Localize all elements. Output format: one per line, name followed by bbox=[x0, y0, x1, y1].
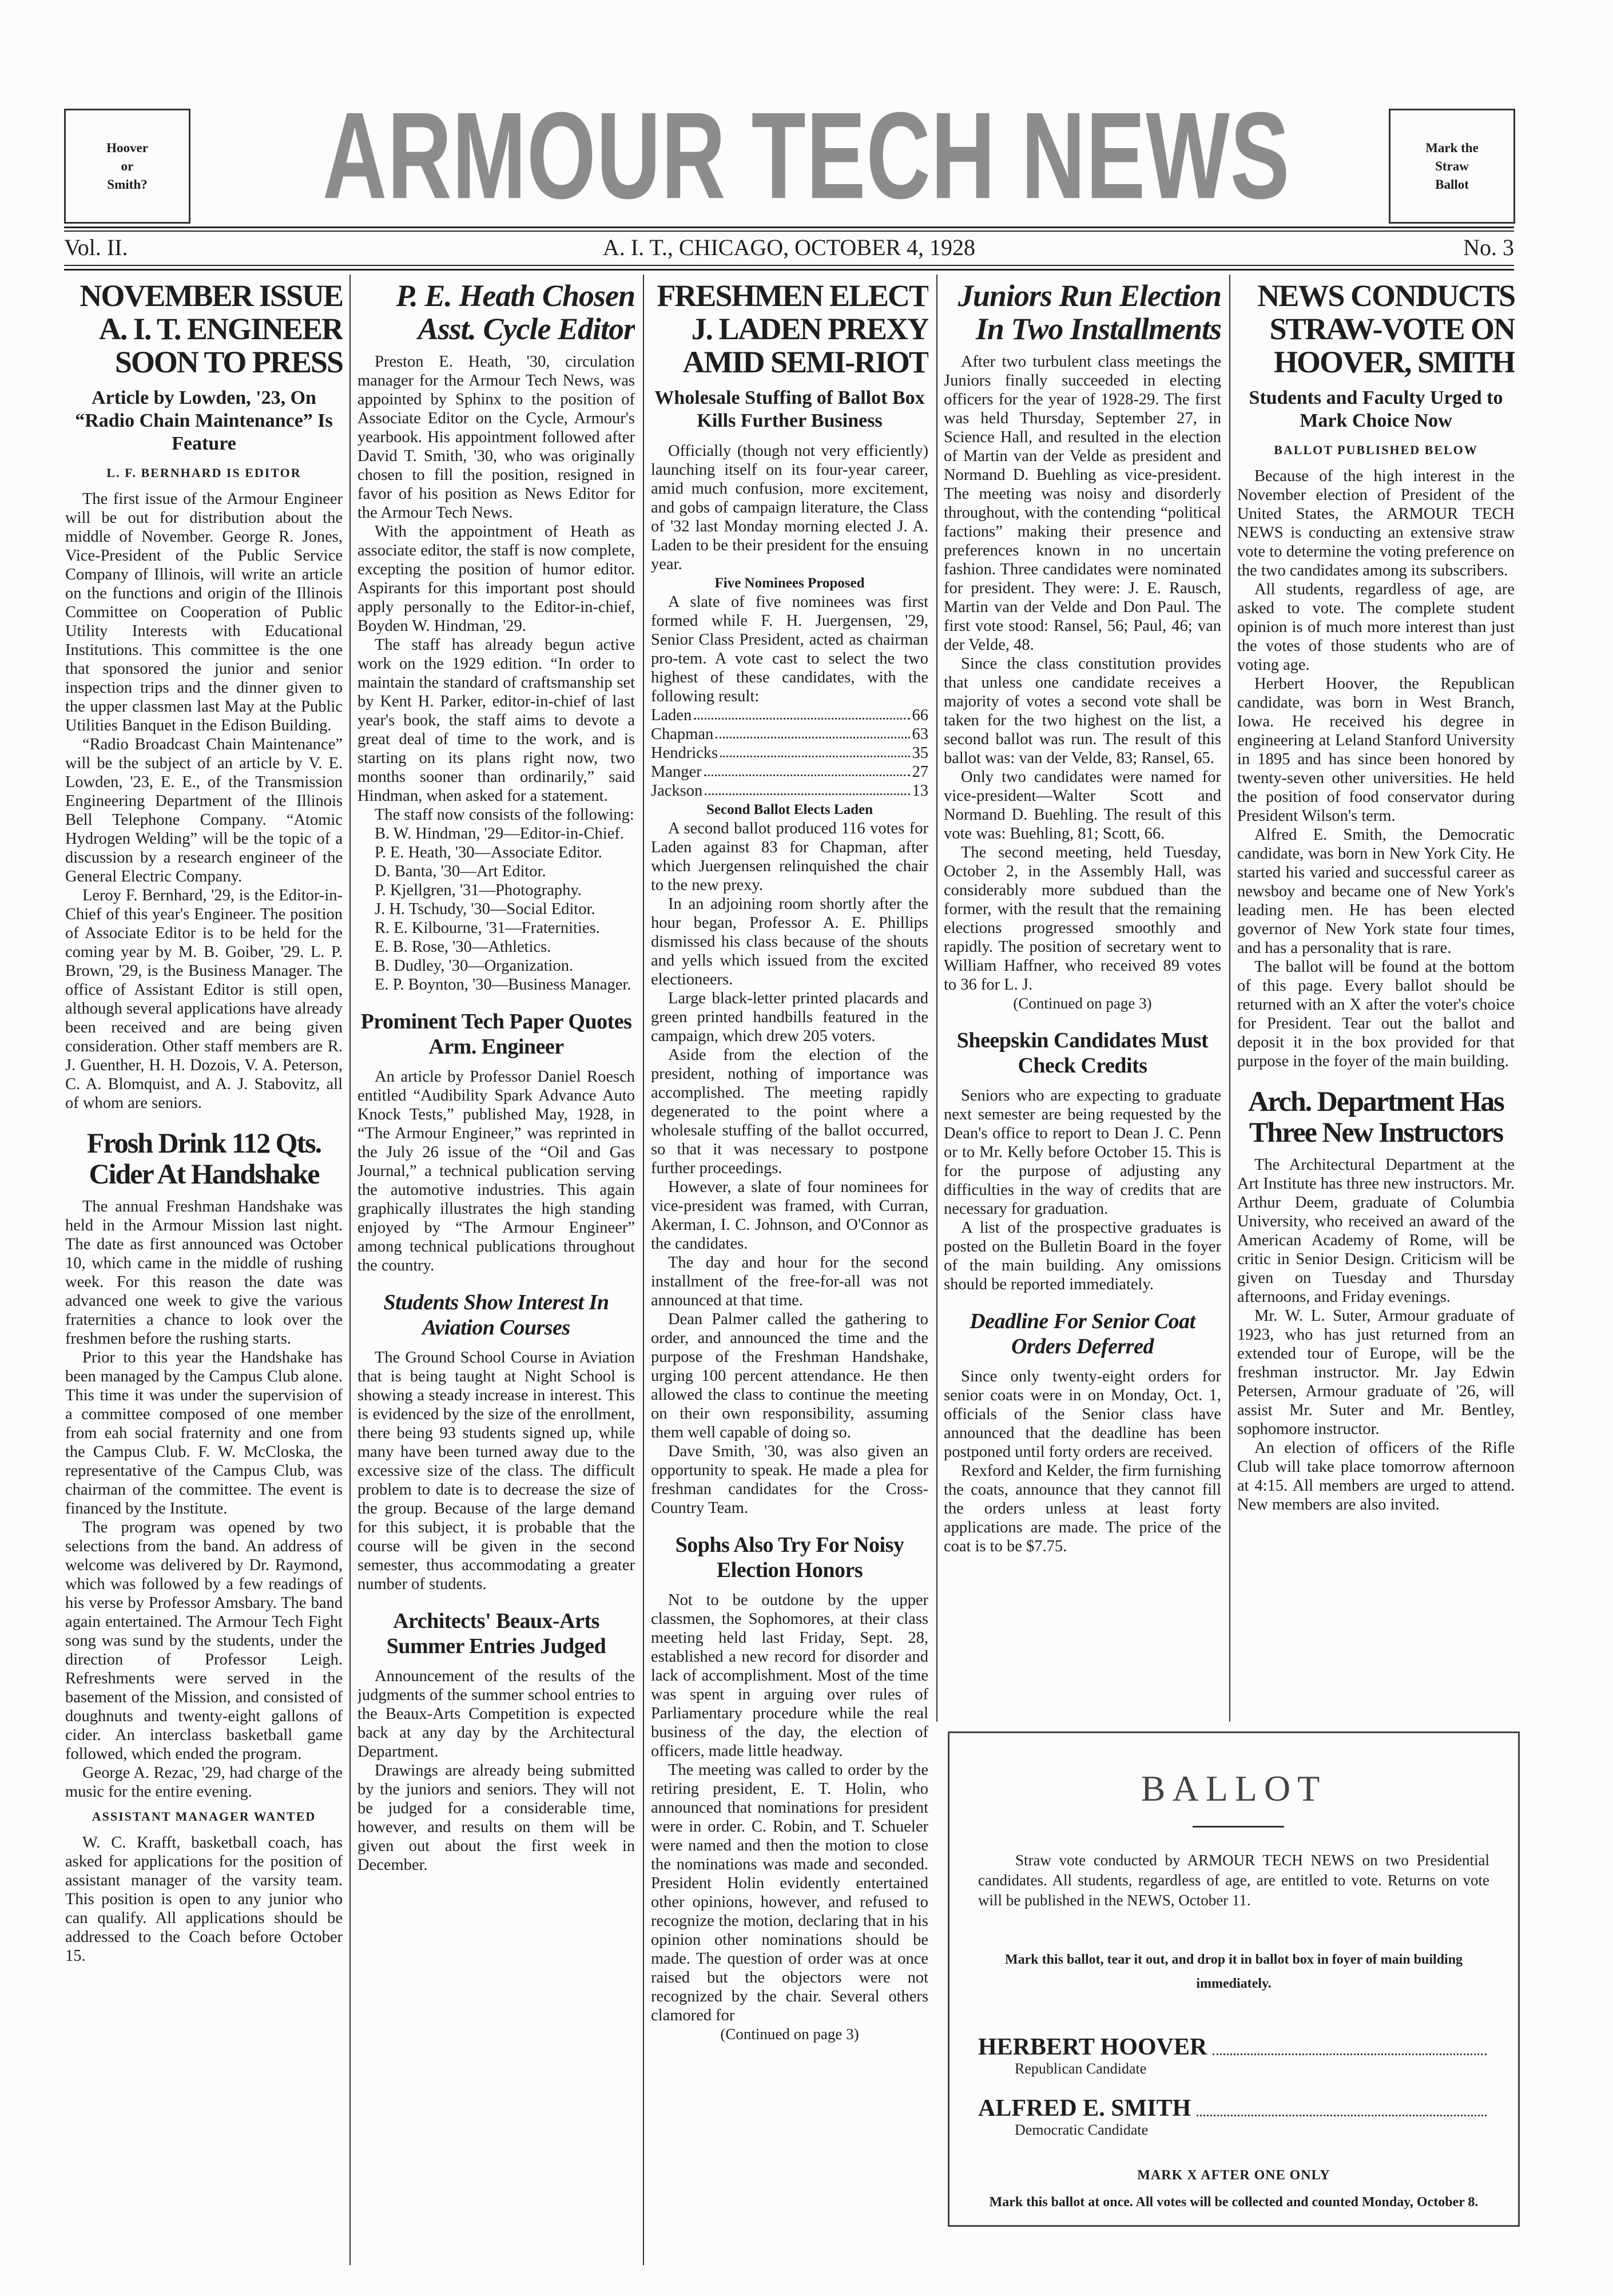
paragraph: Not to be outdone by the upper classmen, the Sophomores, at their class meeting held last Friday, Sept. 28, established a new record for disorder and lack of accomplishment. Most of the time was spent in arguing over rules of Parliamentary procedure while the real business of the day, the election of officers, made little headway. bbox=[651, 1591, 928, 1760]
paragraph: The Ground School Course in Aviation that is being taught at Night School is showing a steady increase in interest. This is evidenced by the size of the enrollment, there being 93 students signed up, while many have been turned away due to the excessive size of the class. The difficult problem to date is to decrease the size of the group. Because of the large demand for this subject, it is probable that the course will be given in the second semester, thus accommodating a greater number of students. bbox=[357, 1349, 635, 1593]
column-divider bbox=[349, 275, 351, 2265]
ear-text: Hoover bbox=[106, 140, 148, 155]
masthead-rule bbox=[64, 231, 1514, 232]
ear-text: or bbox=[121, 158, 134, 173]
paragraph: The annual Freshman Handshake was held in the Armour Mission last night. The date as first announced was October 10, which came in the middle of rushing week. For this reason the date was advanced one week to give the various fraternities a chance to look over the freshmen before the rushing starts. bbox=[65, 1198, 343, 1348]
ballot-footer: Mark this ballot at once. All votes will be collected and counted Monday, October 8. bbox=[989, 2195, 1479, 2210]
continued-note: (Continued on page 3) bbox=[720, 2025, 859, 2043]
masthead-rule bbox=[64, 227, 1514, 228]
headline: Prominent Tech Paper Quotes Arm. Engineer bbox=[360, 1010, 632, 1059]
headline: Architects' Beaux-Arts Summer Entries Judged bbox=[386, 1609, 606, 1658]
ear-text: Straw bbox=[1435, 158, 1469, 173]
paragraph: Rexford and Kelder, the firm furnishing the coats, announce that they cannot fill the orders unless at least forty applications are made. The price of the coat is to be $7.75. bbox=[944, 1462, 1221, 1555]
staff-list-item: E. P. Boynton, '30—Business Manager. bbox=[375, 976, 631, 994]
nominee-name: Jackson bbox=[651, 782, 703, 800]
paragraph: Preston E. Heath, '30, circulation manager for the Armour Tech News, was appointed by Sphinx to the position of Associate Editor on the Cycle, Armour's yearbook. His appointment followed after David T. Smith, '30, who was originally chosen to fill the position, resigned in favor of his position as News Editor for the Armour Tech News. bbox=[357, 353, 635, 522]
headline: Deadline For Senior Coat Orders Deferred bbox=[970, 1309, 1195, 1358]
headline: P. E. Heath Chosen Asst. Cycle Editor bbox=[396, 279, 635, 346]
headline: Sophs Also Try For Noisy Election Honors bbox=[675, 1533, 904, 1582]
staff-list-item: E. B. Rose, '30—Athletics. bbox=[375, 938, 551, 956]
ear-text: Mark the bbox=[1425, 140, 1479, 155]
date-place: A. I. T., CHICAGO, OCTOBER 4, 1928 bbox=[602, 235, 976, 260]
dateline-rule bbox=[64, 265, 1514, 266]
vote-row bbox=[651, 762, 928, 781]
leader-dots bbox=[704, 762, 910, 776]
paragraph: Officially (though not very efficiently) launching itself on its four-year career, amid much confusion, more excitement, and gobs of campaign literature, the Class of '32 last Monday morning elected J. A. Laden to be their president for the ensuing year. bbox=[651, 442, 928, 573]
paragraph: Because of the high interest in the November election of President of the United States, the ARMOUR TECH NEWS is conducting an extensive straw vote to determine the voting preference on the two candidates among its subscribers. bbox=[1237, 467, 1515, 579]
paragraph: Alfred E. Smith, the Democratic candidate, was born in New York City. He started his varied and successful career as newsboy and became one of New York's leading men. He has been elected governor of New York state four times, and has a personality that is rare. bbox=[1237, 826, 1515, 957]
headline: Frosh Drink 112 Qts. Cider At Handshake bbox=[86, 1127, 321, 1190]
headline: Arch. Department Has Three New Instructors bbox=[1248, 1085, 1504, 1148]
candidate-name: ALFRED E. SMITH bbox=[978, 2095, 1191, 2122]
paragraph: Aside from the election of the president, nothing of importance was accomplished. The meeting rapidly degenerated to the point where a wholesale stuffing of the ballot occurred, so that it was necessary to postpone further proceedings. bbox=[651, 1046, 928, 1177]
paragraph: A slate of five nominees was first formed while F. H. Juergensen, '29, Senior Class President, acted as chairman pro-tem. A vote cast to select the two highest of these candidates, with the following result: bbox=[651, 593, 928, 705]
nominee-name: Manger bbox=[651, 763, 702, 781]
dateline bbox=[64, 233, 1514, 262]
paragraph: A second ballot produced 116 votes for Laden against 83 for Chapman, after which Juergensen relinquished the chair to the new prexy. bbox=[651, 820, 928, 894]
paragraph: The day and hour for the second installment of the free-for-all was not announced at that time. bbox=[651, 1254, 928, 1309]
paragraph: Announcement of the results of the judgments of the summer school entries to the Beaux-Arts Competition is expected back at any day by the Architectural Department. bbox=[357, 1667, 635, 1761]
vote-row bbox=[651, 725, 928, 744]
ballot-mark-note: MARK X AFTER ONE ONLY bbox=[1137, 2168, 1330, 2183]
vote-row bbox=[651, 781, 928, 800]
masthead-title: ARMOUR TECH NEWS bbox=[323, 86, 1290, 224]
paragraph: W. C. Krafft, basketball coach, has asked for applications for the position of assistant manager of the varsity team. This position is open to any junior who can qualify. All applications should be addressed to the Coach before October 15. bbox=[65, 1834, 343, 1965]
ear-text: Smith? bbox=[107, 177, 148, 192]
paragraph: Only two candidates were named for vice-president—Walter Scott and Normand D. Buehling. The result of this vote was: Buehling, 81; Scott, 66. bbox=[944, 768, 1221, 843]
vote-row bbox=[651, 706, 928, 725]
vote-count: 66 bbox=[912, 706, 928, 724]
candidate-party: Republican Candidate bbox=[1015, 2060, 1147, 2077]
paragraph: Large black-letter printed placards and green printed handbills featured in the campaign, which drew 205 voters. bbox=[651, 990, 928, 1045]
subheading: ASSISTANT MANAGER WANTED bbox=[92, 1809, 316, 1824]
paragraph: Since the class constitution provides that unless one candidate receives a majority of votes a second vote shall be taken for the two highest on the list, a second ballot was run. The result of this ballot was: van der Velde, 83; Ransel, 65. bbox=[944, 655, 1221, 767]
ballot-instructions: Mark this ballot, tear it out, and drop it in ballot box in foyer of main building immediately. bbox=[1004, 1952, 1463, 1991]
column-divider bbox=[643, 275, 644, 2265]
deck-headline: Students and Faculty Urged to Mark Choice Now bbox=[1249, 387, 1503, 431]
staff-list-item: P. E. Heath, '30—Associate Editor. bbox=[375, 844, 602, 861]
headline: NOVEMBER ISSUE A. I. T. ENGINEER SOON TO PRESS bbox=[80, 279, 343, 379]
paragraph: The first issue of the Armour Engineer will be out for distribution about the middle of November. George R. Jones, Vice-President of the Public Service Company of Illinois, will write an article on the functions and origin of the Illinois Committee on Cooperation of Public Utility Interests with Educational Institutions. This committee is the one that sponsored the junior and senior inspection trips and the dinner given to the upper classmen last May at the Public Utilities Banquet in the Edison Building. bbox=[65, 490, 343, 734]
paragraph: George A. Rezac, '29, had charge of the music for the entire evening. bbox=[65, 1764, 343, 1801]
issue-number: No. 3 bbox=[1463, 235, 1514, 260]
candidate-smith[interactable] bbox=[978, 2095, 1487, 2146]
deck-headline: Wholesale Stuffing of Ballot Box Kills Further Business bbox=[654, 387, 925, 431]
paragraph: A list of the prospective graduates is posted on the Bulletin Board in the foyer of the main building. Any omissions should be reported immediately. bbox=[944, 1219, 1221, 1293]
leader-dots bbox=[705, 781, 909, 795]
subheading: Five Nominees Proposed bbox=[714, 575, 865, 591]
nominee-name: Laden bbox=[651, 706, 692, 724]
paragraph: Seniors who are expecting to graduate next semester are being requested by the Dean's office to report to Dean J. C. Penn or to Mr. Kelly before October 15. This is for the purpose of adjusting any difficulties in the way of credits that are necessary for graduation. bbox=[944, 1087, 1221, 1218]
subheading: L. F. BERNHARD IS EDITOR bbox=[106, 466, 301, 480]
vote-count: 63 bbox=[912, 725, 928, 743]
paragraph: The meeting was called to order by the retiring president, E. T. Holin, who announced that nominations for president were in order. C. Robin, and T. Schueler were named and then the motion to close the nominations was made and seconded. President Holin evidently entertained other opinions, however, and refused to recognize the motion, declaring that in his opinion other nominations should be made. The question of order was at once raised but the objectors were not recognized by the chair. Several others clamored for bbox=[651, 1761, 928, 2024]
paragraph: Herbert Hoover, the Republican candidate, was born in West Branch, Iowa. He received his degree in engineering at Leland Stanford University in 1895 and has since been honored by twenty-seven other universities. He held the position of food conservator during President Wilson's term. bbox=[1237, 675, 1515, 825]
candidate-name: HERBERT HOOVER bbox=[978, 2034, 1207, 2060]
vote-row bbox=[651, 744, 928, 762]
ear-text: Ballot bbox=[1435, 177, 1469, 192]
staff-list-item: R. E. Kilbourne, '31—Fraternities. bbox=[375, 919, 600, 937]
candidate-hoover[interactable] bbox=[978, 2033, 1487, 2085]
straw-ballot[interactable] bbox=[948, 1731, 1520, 2227]
column-5 bbox=[1237, 279, 1515, 1721]
paragraph: Dave Smith, '30, was also given an opportunity to speak. He made a plea for freshman candidates for the Cross-Country Team. bbox=[651, 1443, 928, 1517]
paragraph: The staff now consists of the following: bbox=[375, 806, 634, 824]
leader-dots bbox=[716, 725, 909, 738]
column-divider bbox=[936, 275, 937, 1722]
vote-count: 35 bbox=[912, 744, 928, 762]
paragraph: “Radio Broadcast Chain Maintenance” will be the subject of an article by V. E. Lowden, '23, E. E., of the Transmission Engineering Department of the Illinois Bell Telephone Company. “Atomic Hydrogen Welding” will be the topic of a discussion by a research engineer of the General Electric Company. bbox=[65, 736, 343, 885]
paragraph: The Architectural Department at the Art Institute has three new instructors. Mr. Arthur Deem, graduate of Columbia University, who received an award of the American Academy of Rome, will be critic in Senior Design. Criticism will be given on Tuesday and Thursday afternoons, and Friday evenings. bbox=[1237, 1156, 1515, 1306]
paragraph: In an adjoining room shortly after the hour began, Professor A. E. Phillips dismissed his class because of the shouts and yells which issued from the excited electioneers. bbox=[651, 895, 928, 988]
headline: Juniors Run Election In Two Installments bbox=[958, 279, 1221, 346]
column-2 bbox=[357, 279, 635, 2270]
right-ear-box bbox=[1389, 109, 1515, 224]
volume: Vol. II. bbox=[64, 235, 128, 260]
headline: NEWS CONDUCTS STRAW-VOTE ON HOOVER, SMITH bbox=[1257, 279, 1515, 379]
vote-table bbox=[651, 706, 928, 800]
headline: Students Show Interest In Aviation Courses bbox=[383, 1290, 609, 1340]
paragraph: Since only twenty-eight orders for senior coats were in on Monday, Oct. 1, officials of the Senior class have announced that the deadline has been postponed until forty orders are received. bbox=[944, 1368, 1221, 1461]
column-divider bbox=[1229, 275, 1230, 1722]
staff-list-item: B. W. Hindman, '29—Editor-in-Chief. bbox=[375, 825, 624, 843]
subheading: Second Ballot Elects Laden bbox=[706, 802, 873, 817]
column-3 bbox=[651, 279, 928, 2270]
column-4 bbox=[944, 279, 1221, 1721]
subheading: BALLOT PUBLISHED BELOW bbox=[1274, 443, 1478, 457]
leader-dots bbox=[694, 706, 909, 720]
paragraph: The second meeting, held Tuesday, October 2, in the Assembly Hall, was considerably more subdued than the former, with the result that the remaining elections progressed smoothly and rapidly. The position of secretary went to William Haffner, who received 89 votes to 36 for L. J. bbox=[944, 844, 1221, 994]
paragraph: Leroy F. Bernhard, '29, is the Editor-in-Chief of this year's Engineer. The position of Associate Editor is to be held for the coming year by M. B. Goiber, '29. L. P. Brown, '29, is the Business Manager. The office of Assistant Editor is still open, although several applications have already been received and are being given consideration. Other staff members are R. J. Guenther, H. H. Dozois, V. A. Peterson, C. A. Blomquist, and A. J. Stabovitz, all of whom are seniors. bbox=[65, 887, 343, 1112]
vote-count: 13 bbox=[912, 782, 928, 800]
nominee-name: Hendricks bbox=[651, 744, 718, 762]
column-1 bbox=[65, 279, 343, 2270]
continued-note: (Continued on page 3) bbox=[1013, 995, 1152, 1012]
paragraph: Drawings are already being submitted by the juniors and seniors. They will not be judged for a considerable time, however, and results on them will be given out about the first week in December. bbox=[357, 1762, 635, 1874]
candidate-party: Democratic Candidate bbox=[1015, 2122, 1149, 2138]
paragraph: After two turbulent class meetings the Juniors finally succeeded in electing officers for the year of 1928-29. The first was held Thursday, September 27, in Science Hall, and resulted in the election of Martin van der Velde as president and Normand D. Buehling as vice-president. The meeting was noisy and disorderly throughout, with the contending “political factions” making their presence and preferences known in no uncertain fashion. Three candidates were nominated for president. They were: J. E. Rausch, Martin van der Velde and Don Paul. The first vote stood: Ransel, 56; Paul, 46; van der Velde, 48. bbox=[944, 353, 1221, 654]
paragraph: With the appointment of Heath as associate editor, the staff is now complete, excepting the position of humor editor. Aspirants for this important post should apply personally to the Editor-in-chief, Boyden W. Hindman, '29. bbox=[357, 523, 635, 635]
paragraph: The staff has already begun active work on the 1929 edition. “In order to maintain the standard of craftsmanship set by Kent H. Parker, editor-in-chief of last year's book, the staff aims to devote a great deal of time to the work, and is starting on its plans right now, two months sooner than ordinarily,” said Hindman, when asked for a statement. bbox=[357, 636, 635, 805]
staff-list-item: B. Dudley, '30—Organization. bbox=[375, 957, 574, 975]
vote-count: 27 bbox=[912, 763, 928, 781]
left-ear-box bbox=[64, 109, 190, 224]
paragraph: Prior to this year the Handshake has been managed by the Campus Club alone. This time it was under the supervision of a committee composed of one member from eah social fraternity and one from the Campus Club. F. W. McCloska, the representative of the Campus Club, was chairman of the committee. The event is financed by the Institute. bbox=[65, 1349, 343, 1518]
paragraph: An article by Professor Daniel Roesch entitled “Audibility Spark Advance Auto Knock Tests,” published May, 1928, in “The Armour Engineer,” was reprinted in the July 26 issue of the “Oil and Gas Journal,” a technical publication serving the automotive industries. This again graphically illustrates the high standing enjoyed by “The Armour Engineer” among technical publications throughout the country. bbox=[357, 1068, 635, 1274]
headline: FRESHMEN ELECT J. LADEN PREXY AMID SEMI-RIOT bbox=[657, 279, 928, 379]
paragraph: All students, regardless of age, are asked to vote. The complete student opinion is of much more interest than just the votes of those students who are of voting age. bbox=[1237, 581, 1515, 674]
staff-list-item: D. Banta, '30—Art Editor. bbox=[375, 863, 546, 880]
staff-list-item: J. H. Tschudy, '30—Social Editor. bbox=[375, 900, 595, 918]
paragraph: However, a slate of four nominees for vice-president was framed, with Curran, Akerman, I. C. Johnson, and O'Connor as the candidates. bbox=[651, 1178, 928, 1253]
mark-line[interactable] bbox=[1197, 2095, 1487, 2116]
dateline-rule bbox=[64, 269, 1514, 271]
paragraph: Dean Palmer called the gathering to order, and announced the time and the purpose of the Freshman Handshake, urging 100 percent attendance. He then allowed the class to continue the meeting on their own responsibility, assuming them well capable of doing so. bbox=[651, 1310, 928, 1441]
ballot-intro: Straw vote conducted by ARMOUR TECH NEWS on two Presidential candidates. All students, regardless of age, are entitled to vote. Returns on vote will be published in the NEWS, October 11. bbox=[978, 1852, 1489, 1909]
nominee-name: Chapman bbox=[651, 725, 714, 743]
headline: Sheepskin Candidates Must Check Credits bbox=[956, 1028, 1209, 1078]
staff-list-item: P. Kjellgren, '31—Photography. bbox=[375, 881, 582, 899]
leader-dots bbox=[720, 744, 909, 757]
ballot-title: BALLOT bbox=[1141, 1768, 1327, 1809]
paragraph: Mr. W. L. Suter, Armour graduate of 1923, who has just returned from an extended tour of Europe, will be the freshman instructor. Mr. Jay Edwin Petersen, Armour graduate of '26, will assist Mr. Suter and Mr. Bentley, sophomore instructor. bbox=[1237, 1307, 1515, 1438]
ballot-title-rule bbox=[1193, 1826, 1284, 1828]
paragraph: The program was opened by two selections from the band. An address of welcome was delivered by Dr. Raymond, which was followed by a few readings of his verse by Professor Amsbary. The band again entertained. The Armour Tech Fight song was sund by the students, under the direction of Professor Leigh. Refreshments were served in the basement of the Mission, and consisted of doughnuts and twenty-eight gallons of cider. An interclass basketball game followed, which ended the program. bbox=[65, 1519, 343, 1763]
paragraph: An election of officers of the Rifle Club will take place tomorrow afternoon at 4:15. All members are urged to attend. New members are also invited. bbox=[1237, 1439, 1515, 1514]
deck-headline: Article by Lowden, '23, On “Radio Chain Maintenance” Is Feature bbox=[75, 387, 333, 454]
mark-line[interactable] bbox=[1213, 2033, 1487, 2055]
paragraph: The ballot will be found at the bottom of this page. Every ballot should be returned with an X after the voter's choice for President. Tear out the ballot and deposit it in the box provided for that purpose in the foyer of the main building. bbox=[1237, 958, 1515, 1070]
